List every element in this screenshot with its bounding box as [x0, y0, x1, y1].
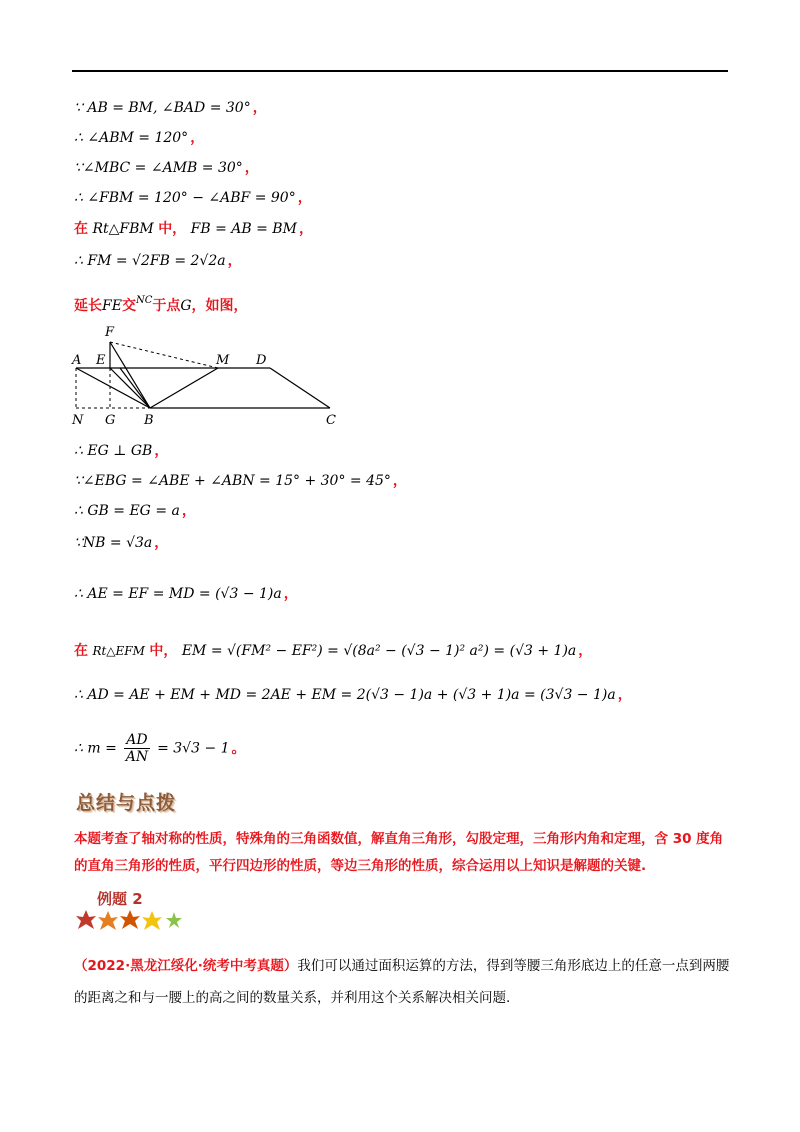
- red-comma: ，: [298, 221, 313, 237]
- red-comma: ，: [297, 190, 312, 206]
- summary-title: 总结与点拨: [76, 792, 177, 814]
- label-f: F: [105, 325, 115, 340]
- red-comma: ，: [154, 443, 169, 459]
- red-comma: ，: [190, 130, 205, 146]
- proof-text: ∵∠MBC = ∠AMB = 30°: [74, 160, 243, 176]
- red-comma: ，: [617, 687, 632, 703]
- segment-label: NC: [135, 295, 153, 306]
- red-comma: ，: [392, 473, 407, 489]
- proof-line-12: [74, 583, 298, 603]
- fraction: [124, 732, 149, 765]
- triangle-label: Rt△EFM: [92, 644, 145, 658]
- proof-line-9: [74, 470, 407, 490]
- proof-text: FB = AB = BM: [190, 221, 297, 237]
- red-text: 延长: [74, 298, 102, 314]
- proof-text: ∴ FM = √2FB = 2√2a: [74, 253, 226, 269]
- proof-text: ∵ AB = BM, ∠BAD = 30°: [74, 100, 251, 116]
- segment-fm: [110, 342, 218, 368]
- red-text: 中，: [149, 643, 178, 659]
- segment-fb: [110, 342, 150, 408]
- fraction-numerator: AD: [126, 732, 148, 748]
- example-text: 我们可以通过面积运算的方法，得到等腰三角形底边上的任意一点到两腰的距离之和与一腰上的高之间的数量关系，并利用这个关系解决相关问题.: [74, 958, 730, 1006]
- red-text: 在: [74, 643, 88, 659]
- point-label: G: [180, 298, 192, 314]
- label-m: M: [216, 353, 230, 368]
- example-title: 例题 2: [97, 890, 143, 908]
- label-b: B: [144, 413, 154, 428]
- proof-text: EM = √(FM² − EF²) = √(8a² − (√3 − 1)² a²) = (√3 + 1)a: [181, 643, 577, 659]
- red-comma: ，: [181, 503, 196, 519]
- segment-aux: [120, 368, 150, 408]
- proof-text: ∴ ∠FBM = 120° − ∠ABF = 90°: [74, 190, 296, 206]
- proof-line-5: [74, 218, 313, 238]
- segment-bm: [150, 368, 218, 408]
- proof-line-15: [74, 732, 246, 765]
- label-c: C: [326, 413, 336, 428]
- proof-text: ∴ AD = AE + EM + MD = 2AE + EM = 2(√3 − 1)a + (√3 + 1)a = (3√3 − 1)a: [74, 687, 616, 703]
- red-text: 于点: [152, 298, 181, 314]
- proof-line-4: [74, 187, 312, 207]
- red-comma: ，: [154, 535, 169, 551]
- proof-text: ∵NB = √3a: [74, 535, 153, 551]
- segment-ab: [76, 368, 150, 408]
- proof-text: = 3√3 − 1: [157, 740, 230, 757]
- proof-text: ∴ ∠ABM = 120°: [74, 130, 189, 146]
- leaf-decoration-icon: [76, 908, 186, 932]
- label-e: E: [96, 353, 106, 368]
- fraction-denominator: AN: [125, 749, 149, 765]
- proof-text: ∴ AE = EF = MD = (√3 − 1)a: [74, 586, 282, 602]
- header-rule: [72, 70, 728, 72]
- proof-line-13: [74, 640, 592, 660]
- proof-line-11: [74, 532, 168, 552]
- proof-line-1: [74, 97, 267, 117]
- proof-line-7: [74, 295, 248, 315]
- example-source: （2022·黑龙江绥化·统考中考真题）: [74, 958, 298, 974]
- maple-leaf-icon: [76, 910, 182, 930]
- red-text: 在: [74, 221, 88, 237]
- geometry-figure: [68, 322, 348, 430]
- label-n: N: [72, 413, 84, 428]
- summary-text: 本题考查了轴对称的性质，特殊角的三角函数值，解直角三角形，勾股定理，三角形内角和定理，含 30 度角的直角三角形的性质，平行四边形的性质，等边三角形的性质，综合运用以上知识是解题的关键.: [74, 831, 724, 874]
- proof-line-6: [74, 250, 242, 270]
- proof-text: ∴ GB = EG = a: [74, 503, 180, 519]
- red-comma: ，: [227, 253, 242, 269]
- red-comma: ，: [578, 643, 593, 659]
- segment-label: FE: [102, 298, 122, 314]
- red-text: 中，: [158, 221, 187, 237]
- label-d: D: [256, 353, 267, 368]
- red-text: ，如图，: [191, 298, 248, 314]
- example-problem: [74, 950, 734, 1014]
- red-text: 交: [121, 298, 136, 314]
- proof-line-8: [74, 440, 168, 460]
- label-a: A: [72, 353, 82, 368]
- proof-line-3: [74, 157, 259, 177]
- red-comma: ，: [244, 160, 259, 176]
- proof-text: ∵∠EBG = ∠ABE + ∠ABN = 15° + 30° = 45°: [74, 473, 391, 489]
- proof-text: ∴ EG ⊥ GB: [74, 443, 153, 459]
- segment-dc: [270, 368, 330, 408]
- triangle-label: Rt△FBM: [92, 221, 154, 237]
- proof-line-2: [74, 127, 204, 147]
- red-period: 。: [231, 740, 246, 757]
- proof-text: ∴ m =: [74, 740, 117, 757]
- proof-line-10: [74, 500, 196, 520]
- red-comma: ，: [283, 586, 298, 602]
- red-comma: ，: [252, 100, 267, 116]
- label-g: G: [105, 413, 116, 428]
- proof-line-14: [74, 684, 632, 704]
